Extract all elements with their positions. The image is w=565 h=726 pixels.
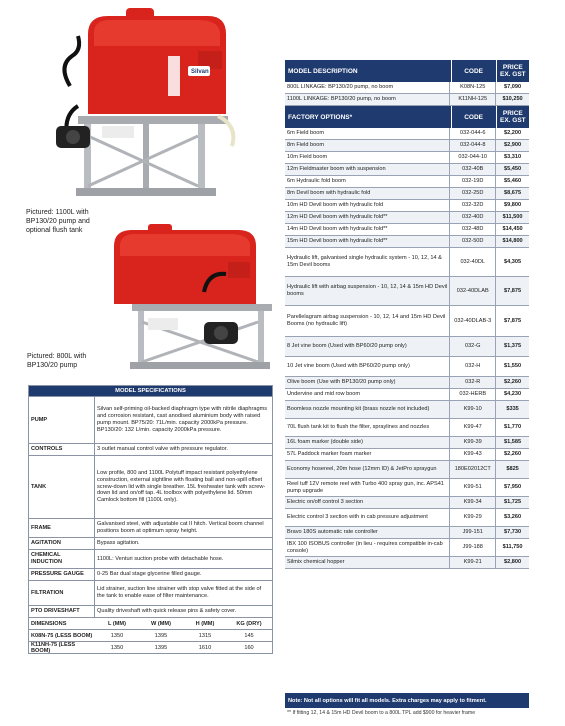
item-description: 8m Field boom [285,140,450,151]
option-row [285,497,529,509]
item-code: K99-21 [450,557,496,568]
item-description: 10 Jet vine boom (Used with BP60/20 pump only) [285,357,450,376]
spec-label: TANK [29,456,95,518]
models-body [285,82,529,106]
code-header: CODE [452,106,497,128]
item-description: 16L foam marker (double side) [285,437,450,448]
spec-value: 1100L: Venturi suction probe with detachable hose. [97,555,224,562]
option-row [285,277,529,306]
item-code: 032-H [450,357,496,376]
option-row [285,200,529,212]
model-row [285,94,529,106]
option-row [285,509,529,527]
item-code: 032-044-10 [450,152,496,163]
option-row [285,337,529,357]
caption-1100l: Pictured: 1100L with BP130/20 pump and optional flush tank [26,209,90,234]
option-row [285,212,529,224]
item-price: $3,310 [504,154,522,161]
item-price: $2,900 [504,142,522,149]
dimension-value: 1350 [110,644,124,651]
dimensions-row [29,629,272,641]
price-table [285,60,529,569]
option-row [285,389,529,401]
footnote: ** If fitting 12, 14 & 15m HD Devil boom to a 800L TPL add $900 for heavier frame [287,710,476,716]
spec-label: CONTROLS [29,444,95,455]
item-price: $2,200 [504,130,522,137]
item-description: IBX 100 ISOBUS controller (in lieu - requires compatible in-cab console) [285,539,450,556]
spec-row [29,549,272,568]
item-price: $4,305 [504,258,522,265]
options-body [285,128,529,569]
specifications-table [28,385,273,654]
item-code: 032-40DLAB [450,277,496,305]
item-description: 70L flush tank kit to flush the filter, spraylines and nozzles [285,419,450,436]
caption-800l: Pictured: 800L with BP130/20 pump [27,353,87,369]
item-price: $2,800 [504,559,522,566]
option-row [285,461,529,479]
item-price: $1,770 [504,424,522,431]
option-row [285,164,529,176]
spec-row [29,443,272,455]
specifications-title: MODEL SPECIFICATIONS [29,386,272,396]
item-price: $11,750 [502,544,523,551]
model-code: K08N-75 (LESS BOOM) [31,632,93,639]
model-header-row [285,60,529,82]
item-price: $5,450 [504,166,522,173]
item-description: 12m HD Devil boom with hydraulic fold** [285,212,450,223]
item-code: 032-40DL [450,248,496,276]
model-row [285,82,529,94]
option-row [285,449,529,461]
item-description: Silmix chemical hopper [285,557,450,568]
option-row [285,557,529,569]
spec-value: Silvan self-priming oil-backed diaphragm type with nitrile diaphragms and corrosion resistant, cast anodised aluminium body with raised pump mount. BP75/20: 71L/min. capacity 2000kPa pressure. BP130/20: 132 L/min. capacity 2000kPa pressure. [97,406,268,433]
option-row [285,236,529,248]
option-row [285,248,529,277]
spec-row [29,605,272,617]
spec-value: Lid strainer, suction line strainer with stop valve fitted at the side of the tank to enable ease of filter maintenance. [97,586,262,599]
item-price: $825 [506,466,519,473]
item-price: $7,875 [504,287,522,294]
price-header: PRICE EX. GST [500,110,526,124]
dimensions-body [29,629,272,653]
item-price: $14,800 [502,238,523,245]
item-description: Parellelagram airbag suspension - 10, 12, 14 and 15m HD Devil Booms (no hydraulic lift) [285,306,450,336]
dimensions-header-row: DIMENSIONS L (MM) W (MM) H (MM) KG (DRY) [29,617,272,629]
spec-value: 3 outlet manual control valve with pressure regulator. [97,446,228,453]
spec-row [29,537,272,549]
item-price: $10,250 [502,96,523,103]
item-code: J99-188 [450,539,496,556]
item-price: $8,675 [504,190,522,197]
item-price: $7,730 [504,529,522,536]
dimension-value: 1350 [110,632,124,639]
option-row [285,140,529,152]
item-price: $7,090 [504,84,522,91]
dimensions-row [29,641,272,653]
item-code: 032-40DLAB-3 [450,306,496,336]
item-code: 032-40B [450,164,496,175]
spec-label: FRAME [29,519,95,537]
item-description: 57L Paddock marker foam marker [285,449,450,460]
code-header: CODE [452,60,497,82]
item-code: 032-50D [450,236,496,247]
spec-row [29,455,272,518]
item-description: Reel tuff 12V remote reel with Turbo 400 spray gun, inc. APS41 pump upgrade [285,479,450,496]
item-description: Boomless nozzle mounting kit (brass nozzle not included) [285,401,450,418]
spec-label: CHEMICAL INDUCTION [29,550,95,568]
specifications-body [29,396,272,617]
item-price: $2,260 [504,379,522,386]
item-price: $5,460 [504,178,522,185]
spec-label: FILTRATION [29,581,95,605]
item-code: 032-G [450,337,496,356]
item-code: 032-40D [450,212,496,223]
option-row [285,224,529,236]
spec-value: Quality driveshaft with quick release pins & safety cover. [97,608,237,615]
option-row [285,479,529,497]
spec-value: Low profile, 800 and 1100L Polytuff impact resistant polyethylene construction, external sightline with floating ball and non-spill offset screw-down lid with single breather. 15L freshwater tank with screw-down lid and on/off tap. 4L toolbox with polyethylene lid. 50mm Camlock bottom fill (1100L only). [97,470,266,504]
item-code: 032-19D [450,176,496,187]
item-code: K99-43 [450,449,496,460]
item-price: $1,725 [504,499,522,506]
item-price: $335 [506,406,519,413]
item-code: 032-HERB [450,389,496,400]
dimension-value: 1610 [198,644,212,651]
item-description: Hydraulic lift, galvanised single hydraulic system - 10, 12, 14 & 15m Devil booms [285,248,450,276]
spec-row [29,518,272,537]
item-description: 8 Jet vine boom (Used with BP60/20 pump only) [285,337,450,356]
spec-row [29,568,272,580]
item-description: 14m HD Devil boom with hydraulic fold** [285,224,450,235]
spec-value: Bypass agitation. [97,540,140,547]
item-code: 032-044-8 [450,140,496,151]
option-row [285,357,529,377]
item-price: $1,375 [504,343,522,350]
spec-label: PTO DRIVESHAFT [29,606,95,617]
item-description: Bravo 180S automatic rate controller [285,527,450,538]
item-price: $9,800 [504,202,522,209]
spec-label: AGITATION [29,538,95,549]
item-description: Olive boom (Use with BP130/20 pump only) [285,377,450,388]
option-row [285,176,529,188]
product-photo-1100l [48,6,243,206]
item-code: 032-25D [450,188,496,199]
item-price: $14,450 [502,226,523,233]
option-row [285,539,529,557]
item-price: $7,875 [504,317,522,324]
item-price: $11,500 [502,214,523,221]
option-row [285,401,529,419]
item-code: K99-51 [450,479,496,496]
item-description: Electric control 3 section with in cab pressure adjustment [285,509,450,526]
option-row [285,188,529,200]
item-code: 032-044-6 [450,128,496,139]
item-code: 032-48D [450,224,496,235]
spec-value: 0-25 Bar dual stage glycerine filled gauge. [97,571,202,578]
item-code: 032-32D [450,200,496,211]
item-price: $7,950 [504,484,522,491]
item-description: 800L LINKAGE: BP130/20 pump, no boom [285,82,450,93]
model-code: K11NH-75 (LESS BOOM) [31,641,76,654]
item-description: 8m Devil boom with hydraulic fold [285,188,450,199]
item-price: $1,585 [504,439,522,446]
spec-value: Galvanised steel, with adjustable cat II hitch. Vertical boom channel positions boom at optimum spray height. [97,521,264,534]
model-desc-header: MODEL DESCRIPTION [285,60,452,82]
spec-row [29,396,272,443]
item-price: $1,550 [504,363,522,370]
item-description: 15m HD Devil boom with hydraulic fold** [285,236,450,247]
item-description: Electric on/off control 3 section [285,497,450,508]
item-code: 032-R [450,377,496,388]
item-description: 1100L LINKAGE: BP130/20 pump, no boom [285,94,450,105]
item-code: K99-29 [450,509,496,526]
dimension-value: 160 [244,644,254,651]
item-code: 180E02012CT [450,461,496,478]
item-description: 12m Fieldmaster boom with suspension [285,164,450,175]
option-row [285,306,529,337]
dimension-value: 1315 [198,632,212,639]
option-row [285,377,529,389]
item-code: J99-151 [450,527,496,538]
item-price: $4,230 [504,391,522,398]
product-photo-800l [108,222,280,377]
item-code: K99-10 [450,401,496,418]
item-code: K99-47 [450,419,496,436]
option-row [285,128,529,140]
spec-row [29,580,272,605]
item-description: Hydraulic lift with airbag suspension - 10, 12, 14 & 15m HD Devil booms [285,277,450,305]
spec-label: PUMP [29,397,95,443]
options-header-row [285,106,529,128]
brand-label: Silvan [191,69,209,75]
item-code: K11NH-125 [450,94,496,105]
option-row [285,152,529,164]
item-code: K99-39 [450,437,496,448]
dimension-value: 145 [244,632,254,639]
item-description: 6m Hydraulic fold boom [285,176,450,187]
price-header: PRICE EX. GST [500,64,526,78]
option-row [285,527,529,539]
item-description: Undervine and mid row boom [285,389,450,400]
dimension-value: 1395 [154,644,168,651]
item-description: 10m Field boom [285,152,450,163]
item-code: K08N-125 [450,82,496,93]
option-row [285,419,529,437]
item-description: Economy hosereel, 20m hose (12mm ID) & JetPro spraygun [285,461,450,478]
item-price: $3,260 [504,514,522,521]
item-code: K99-34 [450,497,496,508]
item-description: 6m Field boom [285,128,450,139]
item-price: $2,260 [504,451,522,458]
options-header: FACTORY OPTIONS* [285,106,452,128]
dimension-value: 1395 [154,632,168,639]
item-description: 10m HD Devil boom with hydraulic fold [285,200,450,211]
spec-label: PRESSURE GAUGE [29,569,95,580]
option-row [285,437,529,449]
fitment-note: Note: Not all options will fit all models. Extra charges may apply to fitment. [285,693,529,708]
